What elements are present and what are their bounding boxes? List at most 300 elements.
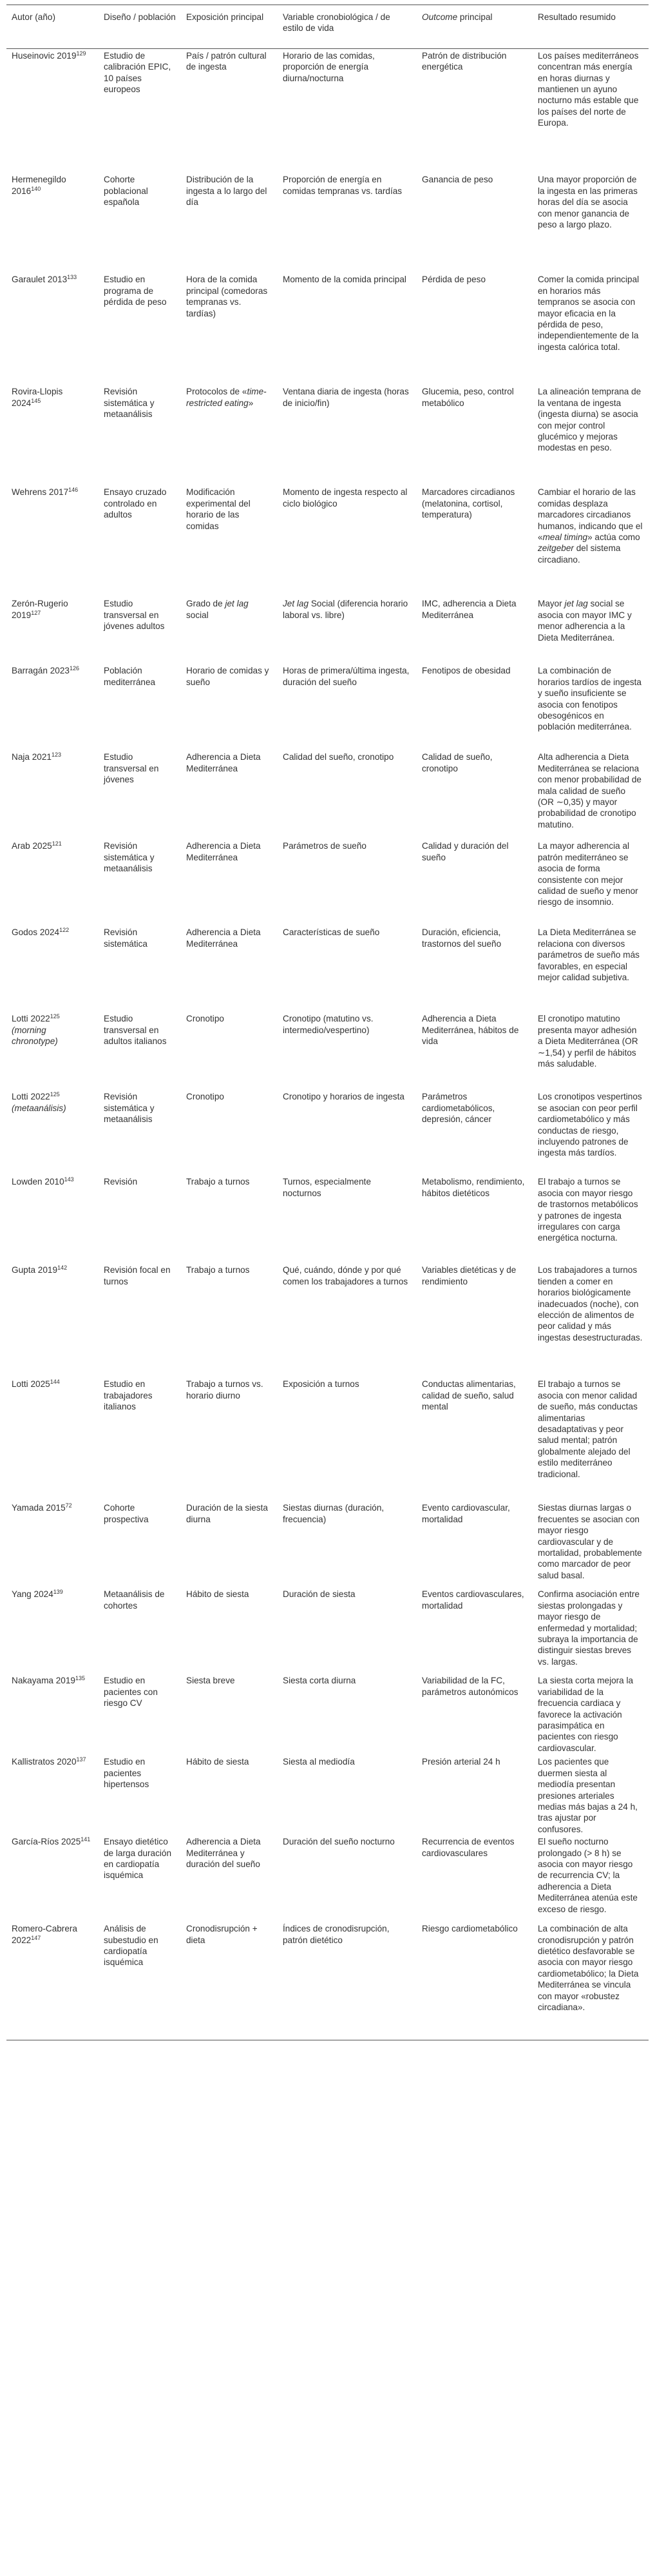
- outcome-text: Fenotipos de obesidad: [422, 666, 511, 676]
- cell-variable: [278, 173, 417, 273]
- variable-text: Momento de ingesta respecto al ciclo biológico: [283, 487, 408, 508]
- design-text: Estudio transversal en adultos italianos: [104, 1014, 167, 1047]
- cell-design: [99, 597, 181, 664]
- outcome-text: Patrón de distribución energética: [422, 50, 507, 72]
- variable-text: Proporción de energía en comidas tempranas vs. tardías: [283, 175, 403, 196]
- cell-author: [6, 485, 99, 597]
- outcome-text: Marcadores circadianos (melatonina, cortisol, temperatura): [422, 487, 515, 520]
- exposure-text: Cronotipo: [186, 1092, 224, 1102]
- reference-number: 135: [75, 1675, 86, 1682]
- cell-variable: [278, 1755, 417, 1835]
- variable-text: Horario de las comidas, proporción de energía diurna/nocturna: [283, 50, 375, 83]
- cell-design: [99, 925, 181, 1012]
- author-name: Rovira-Llopis 2024: [12, 387, 63, 408]
- result-text: La alineación temprana de la ventana de ingesta (ingesta diurna) se asocia con mejor control glucémico y mejoras modestas en peso.: [538, 387, 641, 453]
- result-text: La combinación de horarios tardíos de ingesta y sueño insuficiente se asocia con fenotipos obesogénicos en población mediterránea.: [538, 666, 641, 732]
- cell-exposure: [181, 925, 278, 1012]
- table-row: [6, 1755, 649, 1835]
- reference-number: 145: [31, 397, 41, 404]
- cell-author: [6, 1377, 99, 1501]
- author-name: Barragán 2023: [12, 666, 70, 676]
- table-row: [6, 750, 649, 839]
- cell-exposure: [181, 1587, 278, 1674]
- result-text: El sueño nocturno prolongado (> 8 h) se asocia con mayor riesgo de recurrencia CV; la adherencia a Dieta Mediterránea atenúa este exceso de riesgo.: [538, 1837, 638, 1914]
- exposure-text: Modificación experimental del horario de las comidas: [186, 487, 251, 531]
- cell-variable: [278, 750, 417, 839]
- cell-design: [99, 1835, 181, 1922]
- table-row: [6, 173, 649, 273]
- result-text: Comer la comida principal en horarios más tempranos se asocia con mayor eficacia en la pérdida de peso, independientemente de la ingesta calórica total.: [538, 275, 640, 352]
- author-name: Lotti 2025: [12, 1379, 50, 1390]
- cell-outcome: [417, 173, 533, 273]
- exposure-text: Hora de la comida principal (comedoras tempranas vs. tardías): [186, 275, 268, 318]
- result-text: Siestas diurnas largas o frecuentes se asocian con mayor riesgo cardiovascular y de mortalidad, probablemente como marcador de peor salud basal.: [538, 1503, 642, 1580]
- header-result: [533, 5, 649, 49]
- exposure-text: Adherencia a Dieta Mediterránea y duración del sueño: [186, 1837, 261, 1869]
- header-exposure: [181, 5, 278, 49]
- reference-number: 142: [57, 1264, 68, 1272]
- table-row: [6, 597, 649, 664]
- outcome-text: Calidad de sueño, cronotipo: [422, 752, 493, 773]
- exposure-text: Trabajo a turnos vs. horario diurno: [186, 1379, 263, 1400]
- author-name: Garaulet 2013: [12, 275, 68, 285]
- cell-design: [99, 1587, 181, 1674]
- outcome-text: IMC, adherencia a Dieta Mediterránea: [422, 599, 517, 620]
- cell-design: [99, 664, 181, 750]
- result-text: La mayor adherencia al patrón mediterráneo se asocia de forma consistente con mejor calidad de sueño y menor riesgo de insomnio.: [538, 841, 638, 907]
- exposure-text: Horario de comidas y sueño: [186, 666, 269, 687]
- outcome-text: Glucemia, peso, control metabólico: [422, 387, 514, 408]
- cell-exposure: [181, 1377, 278, 1501]
- table-row: [6, 1501, 649, 1587]
- cell-result: [533, 1377, 649, 1501]
- reference-number: 144: [50, 1379, 60, 1386]
- cell-author: [6, 1175, 99, 1263]
- reference-number: 139: [53, 1589, 63, 1596]
- cell-variable: [278, 1175, 417, 1263]
- cell-exposure: [181, 1755, 278, 1835]
- variable-text: Jet lag Social (diferencia horario laboral vs. libre): [283, 599, 408, 620]
- cell-design: [99, 1175, 181, 1263]
- outcome-text: Calidad y duración del sueño: [422, 841, 509, 862]
- header-outcome-label: Outcome: [422, 12, 458, 22]
- cell-design: [99, 385, 181, 485]
- cell-result: [533, 597, 649, 664]
- cell-result: [533, 173, 649, 273]
- exposure-text: Adherencia a Dieta Mediterránea: [186, 752, 261, 773]
- cell-outcome: [417, 485, 533, 597]
- author-name: Gupta 2019: [12, 1265, 58, 1275]
- variable-text: Ventana diaria de ingesta (horas de inicio/fin): [283, 387, 409, 408]
- cell-outcome: [417, 48, 533, 173]
- reference-number: 125: [50, 1091, 60, 1098]
- cell-author: [6, 839, 99, 925]
- cell-design: [99, 173, 181, 273]
- cell-exposure: [181, 1263, 278, 1377]
- result-text: El trabajo a turnos se asocia con menor calidad de sueño, más conductas alimentarias desadaptativas y peor salud mental; patrón globalmente alejado del estilo mediterráneo tradicional.: [538, 1379, 638, 1479]
- cell-design: [99, 485, 181, 597]
- variable-text: Cronotipo (matutino vs. intermedio/vespertino): [283, 1014, 374, 1035]
- result-text: Cambiar el horario de las comidas desplaza marcadores circadianos humanos, indicando que el «meal timing» actúa como zeitgeber del sistema circadiano.: [538, 487, 643, 565]
- variable-text: Siesta al mediodía: [283, 1757, 355, 1767]
- exposure-text: Distribución de la ingesta a lo largo del día: [186, 175, 267, 208]
- variable-text: Horas de primera/última ingesta, duración del sueño: [283, 666, 410, 687]
- exposure-text: Trabajo a turnos: [186, 1177, 250, 1187]
- cell-variable: [278, 1377, 417, 1501]
- cell-result: [533, 839, 649, 925]
- exposure-text: Cronotipo: [186, 1014, 224, 1024]
- cell-outcome: [417, 1377, 533, 1501]
- reference-number: 133: [67, 274, 77, 281]
- cell-design: [99, 1263, 181, 1377]
- result-text: Los cronotipos vespertinos se asocian con peor perfil cardiometabólico y más conductas de riesgo, incluyendo patrones de ingesta más tardíos.: [538, 1092, 642, 1158]
- cell-design: [99, 48, 181, 173]
- cell-author: [6, 925, 99, 1012]
- cell-design: [99, 839, 181, 925]
- cell-variable: [278, 48, 417, 173]
- cell-result: [533, 1090, 649, 1175]
- exposure-text: Hábito de siesta: [186, 1589, 249, 1600]
- exposure-text: Siesta breve: [186, 1676, 235, 1686]
- cell-variable: [278, 1835, 417, 1922]
- cell-result: [533, 664, 649, 750]
- author-name: Lotti 2022: [12, 1014, 50, 1024]
- cell-variable: [278, 485, 417, 597]
- result-text: El cronotipo matutino presenta mayor adhesión a Dieta Mediterránea (OR ∼1,54) y perfil de hábitos más saludable.: [538, 1014, 638, 1069]
- author-name: Lowden 2010: [12, 1177, 64, 1187]
- cell-exposure: [181, 48, 278, 173]
- cell-result: [533, 925, 649, 1012]
- author-name: Godos 2024: [12, 927, 60, 938]
- cell-variable: [278, 1674, 417, 1755]
- header-result-label: Resultado resumido: [538, 12, 616, 22]
- cell-exposure: [181, 1090, 278, 1175]
- cell-author: [6, 48, 99, 173]
- cell-exposure: [181, 173, 278, 273]
- variable-text: Índices de cronodisrupción, patrón dietético: [283, 1924, 390, 1945]
- header-author-label: Autor (año): [12, 12, 56, 22]
- cell-author: [6, 1501, 99, 1587]
- cell-outcome: [417, 1012, 533, 1090]
- design-text: Estudio en pacientes hipertensos: [104, 1757, 149, 1790]
- cell-exposure: [181, 597, 278, 664]
- header-author: [6, 5, 99, 49]
- reference-number: 143: [64, 1176, 74, 1183]
- author-name: Wehrens 2017: [12, 487, 69, 498]
- author-name: Hermenegildo 2016: [12, 175, 66, 196]
- cell-design: [99, 1922, 181, 2040]
- author-name: Lotti 2022: [12, 1092, 50, 1102]
- cell-outcome: [417, 1090, 533, 1175]
- cell-author: [6, 1835, 99, 1922]
- reference-number: 126: [69, 665, 79, 672]
- exposure-text: Grado de jet lag social: [186, 599, 249, 620]
- table-row: [6, 1377, 649, 1501]
- cell-author: [6, 1012, 99, 1090]
- cell-design: [99, 750, 181, 839]
- design-text: Revisión: [104, 1177, 138, 1187]
- design-text: Población mediterránea: [104, 666, 156, 687]
- cell-author: [6, 1587, 99, 1674]
- design-text: Estudio en trabajadores italianos: [104, 1379, 153, 1412]
- cell-result: [533, 1012, 649, 1090]
- variable-text: Cronotipo y horarios de ingesta: [283, 1092, 404, 1102]
- outcome-text: Ganancia de peso: [422, 175, 493, 185]
- cell-exposure: [181, 664, 278, 750]
- cell-variable: [278, 1587, 417, 1674]
- reference-number: 146: [68, 487, 79, 494]
- cell-outcome: [417, 1587, 533, 1674]
- cell-outcome: [417, 1674, 533, 1755]
- outcome-text: Adherencia a Dieta Mediterránea, hábitos de vida: [422, 1014, 519, 1047]
- cell-author: [6, 273, 99, 385]
- cell-variable: [278, 273, 417, 385]
- variable-text: Duración de siesta: [283, 1589, 356, 1600]
- design-text: Metaanálisis de cohortes: [104, 1589, 165, 1611]
- exposure-text: País / patrón cultural de ingesta: [186, 50, 267, 72]
- cell-result: [533, 1755, 649, 1835]
- result-text: Alta adherencia a Dieta Mediterránea se relaciona con menor probabilidad de mala calidad de sueño (OR ∼0,35) y mayor probabilidad de cronotipo matutino.: [538, 752, 641, 829]
- cell-variable: [278, 925, 417, 1012]
- design-text: Análisis de subestudio en cardiopatía isquémica: [104, 1924, 158, 1968]
- design-text: Revisión focal en turnos: [104, 1265, 171, 1286]
- table-row: [6, 1922, 649, 2040]
- cell-variable: [278, 1501, 417, 1587]
- cell-result: [533, 1835, 649, 1922]
- header-design: [99, 5, 181, 49]
- author-name: Yang 2024: [12, 1589, 53, 1600]
- cell-outcome: [417, 925, 533, 1012]
- exposure-text: Cronodisrupción + dieta: [186, 1924, 258, 1945]
- cell-outcome: [417, 1175, 533, 1263]
- cell-author: [6, 1755, 99, 1835]
- result-text: El trabajo a turnos se asocia con mayor riesgo de trastornos metabólicos y patrones de ingesta irregulares con carga energética nocturna.: [538, 1177, 638, 1243]
- cell-author: [6, 1263, 99, 1377]
- variable-text: Exposición a turnos: [283, 1379, 359, 1390]
- outcome-text: Pérdida de peso: [422, 275, 486, 285]
- cell-variable: [278, 597, 417, 664]
- reference-number: 125: [50, 1013, 60, 1020]
- header-row: [6, 5, 649, 49]
- design-text: Estudio de calibración EPIC, 10 países europeos: [104, 50, 171, 95]
- cell-author: [6, 173, 99, 273]
- design-text: Ensayo dietético de larga duración en cardiopatía isquémica: [104, 1837, 172, 1881]
- variable-text: Duración del sueño nocturno: [283, 1837, 395, 1847]
- reference-number: 122: [59, 927, 70, 934]
- cell-exposure: [181, 485, 278, 597]
- design-text: Estudio en pacientes con riesgo CV: [104, 1676, 158, 1709]
- cell-exposure: [181, 750, 278, 839]
- table-row: [6, 664, 649, 750]
- reference-number: 137: [76, 1756, 86, 1763]
- author-name: Huseinovic 2019: [12, 50, 77, 61]
- exposure-text: Hábito de siesta: [186, 1757, 249, 1767]
- author-name: Nakayama 2019: [12, 1676, 75, 1686]
- cell-result: [533, 1674, 649, 1755]
- cell-author: [6, 1922, 99, 2040]
- reference-number: 147: [31, 1934, 41, 1941]
- cell-outcome: [417, 1835, 533, 1922]
- cell-exposure: [181, 1175, 278, 1263]
- cell-exposure: [181, 1012, 278, 1090]
- table-row: [6, 385, 649, 485]
- cell-variable: [278, 839, 417, 925]
- cell-design: [99, 1755, 181, 1835]
- outcome-text: Evento cardiovascular, mortalidad: [422, 1503, 510, 1524]
- cell-outcome: [417, 664, 533, 750]
- variable-text: Parámetros de sueño: [283, 841, 366, 851]
- cell-result: [533, 273, 649, 385]
- cell-author: [6, 597, 99, 664]
- cell-outcome: [417, 1755, 533, 1835]
- exposure-text: Adherencia a Dieta Mediterránea: [186, 841, 261, 862]
- design-text: Revisión sistemática: [104, 927, 147, 949]
- design-text: Estudio en programa de pérdida de peso: [104, 275, 167, 307]
- variable-text: Turnos, especialmente nocturnos: [283, 1177, 372, 1198]
- cell-design: [99, 1377, 181, 1501]
- design-text: Estudio transversal en jóvenes: [104, 752, 159, 785]
- author-name: García-Ríos 2025: [12, 1837, 81, 1847]
- cell-design: [99, 1012, 181, 1090]
- variable-text: Calidad del sueño, cronotipo: [283, 752, 394, 762]
- reference-number: 127: [31, 609, 41, 616]
- outcome-text: Recurrencia de eventos cardiovasculares: [422, 1837, 515, 1858]
- result-text: Mayor jet lag social se asocia con mayor IMC y menor adherencia a la Dieta Mediterránea.: [538, 599, 632, 643]
- cell-result: [533, 1263, 649, 1377]
- reference-number: 129: [76, 50, 86, 57]
- cell-result: [533, 385, 649, 485]
- cell-result: [533, 1501, 649, 1587]
- cell-author: [6, 385, 99, 485]
- table-row: [6, 1012, 649, 1090]
- table-row: [6, 1587, 649, 1674]
- cell-author: [6, 1674, 99, 1755]
- author-name: Yamada 2015: [12, 1503, 66, 1513]
- cell-exposure: [181, 1835, 278, 1922]
- cell-outcome: [417, 750, 533, 839]
- table-row: [6, 839, 649, 925]
- table-row: [6, 48, 649, 173]
- author-note: (morning chronotype): [12, 1025, 58, 1047]
- table-header: [6, 5, 649, 49]
- design-text: Ensayo cruzado controlado en adultos: [104, 487, 167, 520]
- cell-exposure: [181, 273, 278, 385]
- variable-text: Qué, cuándo, dónde y por qué comen los trabajadores a turnos: [283, 1265, 408, 1286]
- table-row: [6, 1175, 649, 1263]
- result-text: Una mayor proporción de la ingesta en las primeras horas del día se asocia con menor ganancia de peso a largo plazo.: [538, 175, 638, 229]
- cell-outcome: [417, 385, 533, 485]
- reference-number: 121: [52, 840, 62, 847]
- reference-number: 123: [51, 751, 62, 759]
- cell-exposure: [181, 1501, 278, 1587]
- result-text: Los pacientes que duermen siesta al mediodía presentan presiones arteriales medias más bajas a 24 h, tras ajustar por confusores.: [538, 1757, 638, 1834]
- header-exposure-label: Exposición principal: [186, 12, 264, 22]
- cell-exposure: [181, 1674, 278, 1755]
- author-name: Naja 2021: [12, 752, 52, 762]
- outcome-text: Presión arterial 24 h: [422, 1757, 500, 1767]
- result-text: La siesta corta mejora la variabilidad de la frecuencia cardiaca y favorece la activación parasimpática en pacientes con riesgo cardiovascular.: [538, 1676, 634, 1753]
- table-row: [6, 485, 649, 597]
- design-text: Revisión sistemática y metaanálisis: [104, 1092, 155, 1125]
- cell-design: [99, 1090, 181, 1175]
- cell-outcome: [417, 273, 533, 385]
- cell-variable: [278, 664, 417, 750]
- outcome-text: Parámetros cardiometabólicos, depresión, cáncer: [422, 1092, 495, 1125]
- cell-outcome: [417, 839, 533, 925]
- result-text: La Dieta Mediterránea se relaciona con diversos parámetros de sueño más favorables, en especial mejor calidad subjetiva.: [538, 927, 640, 982]
- reference-number: 141: [81, 1836, 91, 1843]
- cell-result: [533, 48, 649, 173]
- cell-design: [99, 273, 181, 385]
- cell-design: [99, 1674, 181, 1755]
- variable-text: Características de sueño: [283, 927, 380, 938]
- result-text: La combinación de alta cronodisrupción y patrón dietético desfavorable se asocia con mayor riesgo cardiometabólico; la Dieta Mediterránea se vincula con mayor «robustez circadiana».: [538, 1924, 639, 2012]
- author-name: Romero-Cabrera 2022: [12, 1924, 77, 1945]
- cell-result: [533, 1175, 649, 1263]
- outcome-text: Conductas alimentarias, calidad de sueño, salud mental: [422, 1379, 516, 1412]
- cell-result: [533, 1922, 649, 2040]
- exposure-text: Trabajo a turnos: [186, 1265, 250, 1275]
- outcome-text: Variabilidad de la FC, parámetros autonómicos: [422, 1676, 518, 1697]
- header-variable-label: Variable cronobiológica / de estilo de vida: [283, 12, 390, 34]
- cell-variable: [278, 385, 417, 485]
- design-text: Revisión sistemática y metaanálisis: [104, 841, 155, 874]
- table-row: [6, 1263, 649, 1377]
- header-variable: [278, 5, 417, 49]
- table-body: [6, 48, 649, 2040]
- outcome-text: Duración, eficiencia, trastornos del sueño: [422, 927, 502, 949]
- table-row: [6, 1835, 649, 1922]
- design-text: Revisión sistemática y metaanálisis: [104, 387, 155, 420]
- cell-variable: [278, 1012, 417, 1090]
- cell-outcome: [417, 1263, 533, 1377]
- studies-table: [6, 5, 649, 2040]
- author-name: Zerón-Rugerio 2019: [12, 599, 68, 620]
- author-name: Kallistratos 2020: [12, 1757, 77, 1767]
- exposure-text: Duración de la siesta diurna: [186, 1503, 268, 1524]
- design-text: Cohorte prospectiva: [104, 1503, 149, 1524]
- cell-exposure: [181, 1922, 278, 2040]
- cell-outcome: [417, 1922, 533, 2040]
- cell-exposure: [181, 385, 278, 485]
- cell-outcome: [417, 1501, 533, 1587]
- cell-exposure: [181, 839, 278, 925]
- result-text: Los países mediterráneos concentran más energía en horas diurnas y mantienen un ayuno nocturno más estable que los países del norte de Europa.: [538, 50, 639, 128]
- reference-number: 140: [31, 185, 41, 192]
- cell-variable: [278, 1090, 417, 1175]
- exposure-text: Adherencia a Dieta Mediterránea: [186, 927, 261, 949]
- cell-outcome: [417, 597, 533, 664]
- table-row: [6, 273, 649, 385]
- cell-result: [533, 1587, 649, 1674]
- author-name: Arab 2025: [12, 841, 52, 851]
- cell-author: [6, 1090, 99, 1175]
- result-text: Confirma asociación entre siestas prolongadas y mayor riesgo de enfermedad y mortalidad; subraya la importancia de distinguir siestas breves vs. largas.: [538, 1589, 640, 1667]
- cell-variable: [278, 1922, 417, 2040]
- cell-variable: [278, 1263, 417, 1377]
- table-row: [6, 1674, 649, 1755]
- exposure-text: Protocolos de «time-restricted eating»: [186, 387, 267, 408]
- variable-text: Momento de la comida principal: [283, 275, 406, 285]
- cell-result: [533, 485, 649, 597]
- outcome-text: Metabolismo, rendimiento, hábitos dietéticos: [422, 1177, 525, 1198]
- outcome-text: Riesgo cardiometabólico: [422, 1924, 518, 1934]
- table-row: [6, 925, 649, 1012]
- header-outcome: [417, 5, 533, 49]
- outcome-text: Eventos cardiovasculares, mortalidad: [422, 1589, 524, 1611]
- cell-author: [6, 664, 99, 750]
- outcome-text: Variables dietéticas y de rendimiento: [422, 1265, 517, 1286]
